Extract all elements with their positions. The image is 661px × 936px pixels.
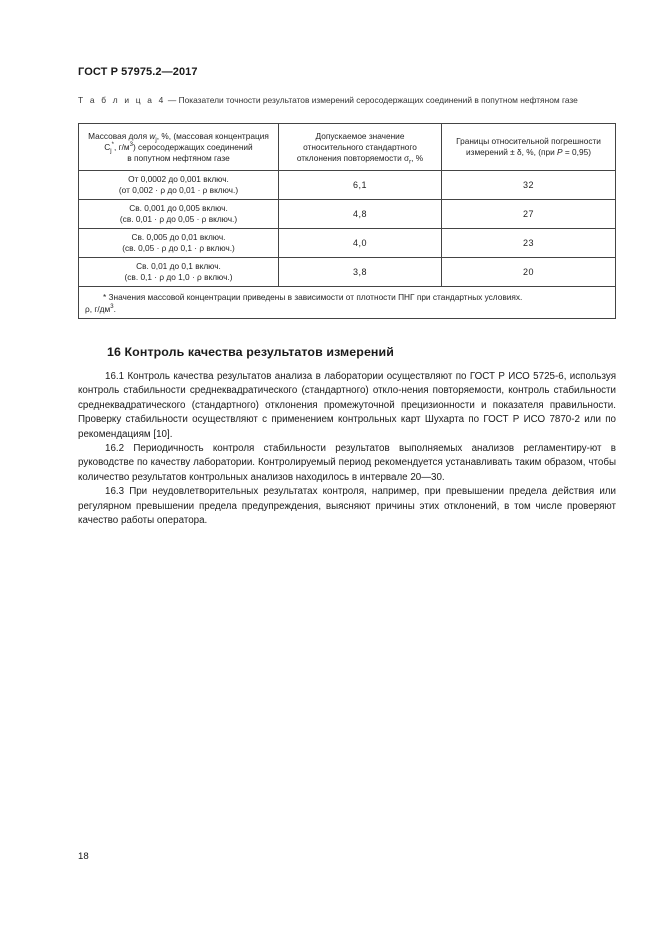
range-text: (св. 0,1 · ρ до 1,0 · ρ включ.): [124, 272, 233, 282]
header-text: ) серосодержащих соединений: [132, 141, 253, 152]
table-header-row: [79, 124, 616, 171]
header-text: , %, (массовая концентрация: [156, 130, 269, 141]
header-text: Допускаемое значение: [315, 130, 405, 141]
table-row: [79, 171, 616, 200]
header-text: Массовая доля: [88, 130, 150, 141]
table-caption-text: — Показатели точности результатов измерений серосодержащих соединений в попутном нефтяном газе: [165, 95, 578, 105]
header-symbol: C: [104, 141, 111, 152]
header-subscript: j: [155, 137, 157, 144]
paragraph: 16.2 Периодичность контроля стабильности результатов выполняемых анализов регламентиру-ют в руководстве по качеству лаборатории. Контролируемый период рекомендуется устанавливать таким образом, чтобы количество результатов контрольных анализов находилось в интервале 20—30.: [78, 443, 616, 483]
range-text: От 0,0002 до 0,001 включ.: [128, 174, 229, 184]
table-row: [79, 229, 616, 258]
sigma-cell: 4,8: [279, 200, 442, 229]
table-note-row: [79, 287, 616, 319]
header-mass-fraction: [79, 124, 279, 171]
range-text: (от 0,002 · ρ до 0,01 · ρ включ.): [118, 185, 239, 195]
range-text: Св. 0,001 до 0,005 включ.: [129, 203, 228, 213]
sigma-cell: 3,8: [279, 258, 442, 287]
footnote-marker: *: [111, 141, 114, 148]
range-text: Св. 0,005 до 0,01 включ.: [131, 232, 226, 242]
footnote-text: * Значения массовой концентрации приведены в зависимости от плотности ПНГ при стандартных условиях.: [103, 291, 523, 302]
delta-cell: 27: [442, 200, 616, 229]
header-text: = 0,95): [562, 147, 591, 157]
range-text: (св. 0,05 · ρ до 0,1 · ρ включ.): [122, 243, 235, 253]
header-text: относительного стандартного: [303, 141, 417, 152]
accuracy-table: [78, 123, 616, 319]
footnote-text: ρ, г/дм: [85, 303, 111, 314]
header-text: отклонения повторяемости σ: [296, 152, 410, 163]
section-body: [78, 370, 616, 528]
delta-cell: 32: [442, 171, 616, 200]
range-text: (св. 0,01 · ρ до 0,05 · ρ включ.): [119, 214, 238, 224]
sigma-cell: 4,0: [279, 229, 442, 258]
header-text: Границы относительной погрешности: [456, 136, 601, 146]
header-error-bounds: [442, 124, 616, 171]
header-subscript: j: [110, 148, 112, 155]
document-code: ГОСТ Р 57975.2—2017: [78, 66, 198, 78]
paragraph: 16.3 При неудовлетворительных результатах контроля, например, при превышении предела действия или регулярном превышении предела предупреждения, выясняют причины этих отклонений, в том числе проверяют качество работы оператора.: [78, 486, 616, 527]
range-cell: [79, 171, 279, 200]
header-symbol: P: [557, 147, 563, 157]
paragraph: 16.1 Контроль качества результатов анализа в лаборатории осуществляют по ГОСТ Р ИСО 5725-6, используя контроль стабильности среднеквадратического (стандартного) откло-нения повторяемости, контроль стабильности среднеквадратического (стандартного) отклонения промежуточной прецизионности и показателя правильности. Проверку стабильности осуществляют с применением контрольных карт Шухарта по ГОСТ Р ИСО 7870-2 или по рекомендациям [10].: [78, 371, 616, 440]
range-text: Св. 0,01 до 0,1 включ.: [136, 261, 221, 271]
header-superscript: 3: [129, 141, 133, 148]
footnote-text: .: [113, 303, 116, 314]
delta-cell: 23: [442, 229, 616, 258]
range-cell: [79, 200, 279, 229]
sigma-cell: 6,1: [279, 171, 442, 200]
range-cell: [79, 229, 279, 258]
table-footnote: [79, 287, 616, 319]
header-symbol: w: [149, 130, 156, 141]
header-text: измерений ± δ, %, (при: [466, 147, 558, 157]
header-subscript: r: [409, 159, 412, 166]
delta-cell: 20: [442, 258, 616, 287]
page-number: 18: [78, 851, 89, 862]
table-row: [79, 200, 616, 229]
table-caption: [78, 95, 616, 106]
table-row: [79, 258, 616, 287]
header-text: , г/м: [113, 141, 130, 152]
section-title: 16 Контроль качества результатов измерений: [107, 345, 394, 359]
table-caption-label: Т а б л и ц а 4: [78, 95, 166, 105]
header-repeatability-sd: [279, 124, 442, 171]
footnote-superscript: 3: [110, 303, 114, 310]
range-cell: [79, 258, 279, 287]
header-text: в попутном нефтяном газе: [127, 152, 230, 163]
header-text: , %: [411, 152, 424, 163]
